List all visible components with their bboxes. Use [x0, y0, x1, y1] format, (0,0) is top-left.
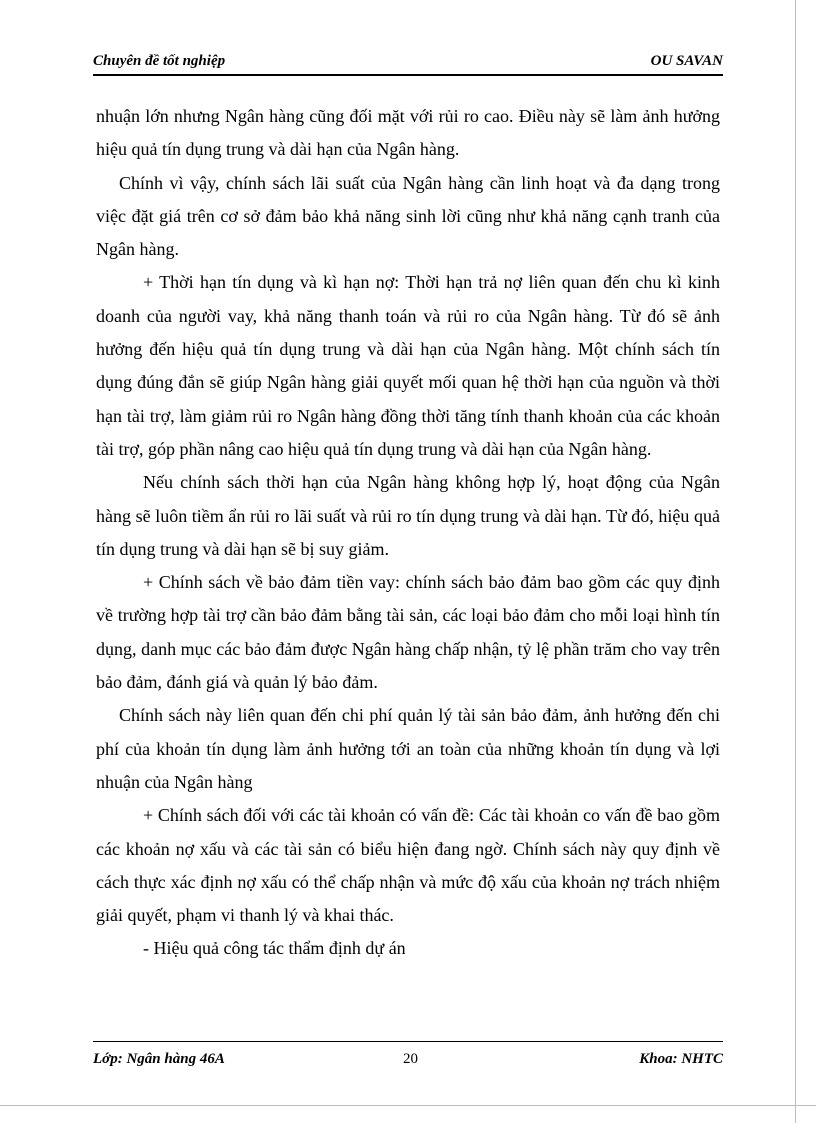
page-footer — [93, 1041, 723, 1070]
section-heading: - Hiệu quả công tác thẩm định dự án — [143, 938, 406, 959]
paragraph: Nếu chính sách thời hạn của Ngân hàng không hợp lý, hoạt động của Ngân hàng sẽ luôn tiềm ẩn rủi ro lãi suất và rủi ro tín dụng trung và dài hạn. Từ đó, hiệu quả tín dụng trung và dài hạn sẽ bị suy giảm. — [96, 472, 720, 559]
paragraph: Chính vì vậy, chính sách lãi suất của Ngân hàng cần linh hoạt và đa dạng trong việc đặt giá trên cơ sở đảm bảo khả năng sinh lời cũng như khả năng cạnh tranh của Ngân hàng. — [96, 172, 720, 260]
paragraph: + Chính sách đối với các tài khoản có vấn đề: Các tài khoản co vấn đề bao gồm các khoản nợ xấu và các tài sản có biểu hiện đang ngờ. Chính sách này quy định về cách thực xác định nợ xấu có thể chấp nhận và mức độ xấu của khoản nợ trách nhiệm giải quyết, phạm vi thanh lý và khai thác. — [96, 805, 720, 926]
footer-faculty: Khoa: NHTC — [639, 1051, 723, 1067]
document-body — [96, 100, 720, 966]
header-author: OU SAVAN — [650, 53, 723, 69]
paragraph: + Thời hạn tín dụng và kì hạn nợ: Thời hạn trả nợ liên quan đến chu kì kinh doanh của người vay, khả năng thanh toán và rủi ro của Ngân hàng. Từ đó sẽ ảnh hưởng đến hiệu quả tín dụng trung và dài hạn của Ngân hàng. Một chính sách tín dụng đúng đắn sẽ giúp Ngân hàng giải quyết mối quan hệ thời hạn của nguồn và thời hạn tài trợ, làm giảm rủi ro Ngân hàng đồng thời tăng tính thanh khoản của các khoản tài trợ, góp phần nâng cao hiệu quả tín dụng trung và dài hạn của Ngân hàng. — [96, 272, 720, 459]
page-edge-right — [795, 0, 796, 1123]
page-header — [93, 52, 723, 76]
paragraph: Chính sách này liên quan đến chi phí quản lý tài sản bảo đảm, ảnh hưởng đến chi phí của khoản tín dụng làm ảnh hưởng tới an toàn của những khoản tín dụng và lợi nhuận của Ngân hàng — [96, 705, 720, 792]
page-edge-bottom — [0, 1105, 816, 1106]
footer-class: Lớp: Ngân hàng 46A — [93, 1051, 225, 1067]
header-title: Chuyên đề tốt nghiệp — [93, 53, 226, 69]
paragraph: + Chính sách về bảo đảm tiền vay: chính sách bảo đảm bao gồm các quy định về trường hợp tài trợ cần bảo đảm bằng tài sản, các loại bảo đảm cho mỗi loại hình tín dụng, danh mục các bảo đảm được Ngân hàng chấp nhận, tỷ lệ phần trăm cho vay trên bảo đảm, đánh giá và quản lý bảo đảm. — [96, 572, 720, 693]
paragraph: nhuận lớn nhưng Ngân hàng cũng đối mặt với rủi ro cao. Điều này sẽ làm ảnh hưởng hiệu quả tín dụng trung và dài hạn của Ngân hàng. — [96, 106, 720, 160]
page-number: 20 — [403, 1051, 418, 1067]
